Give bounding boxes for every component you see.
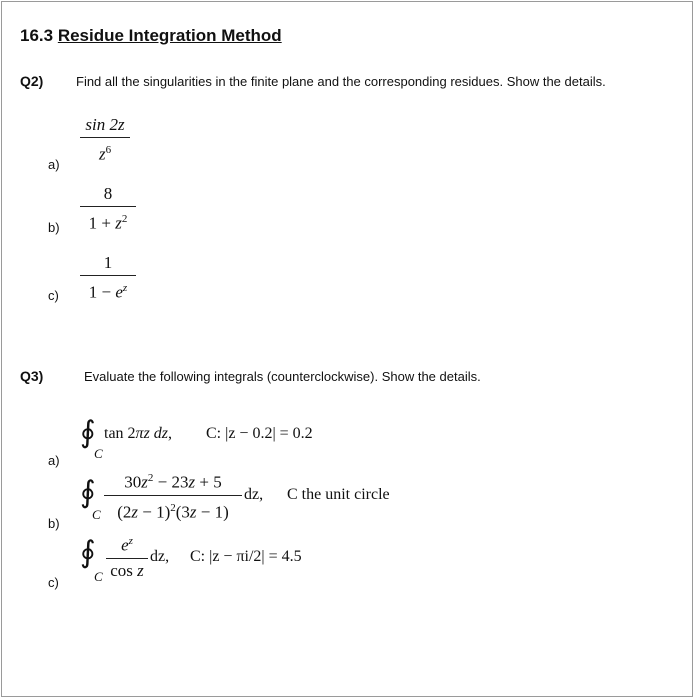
- q3b-tail: dz,: [244, 486, 264, 503]
- q2b-fraction: [80, 183, 136, 235]
- q3b-denominator: $(2z - 1)^2(3z - 1)$: [117, 501, 229, 522]
- q3c-tail: dz,: [150, 548, 170, 565]
- q2a-fraction: [80, 114, 130, 166]
- q3c-contour: C: |z − πi/2| = 4.5: [190, 548, 302, 565]
- q2-instruction: Find all the singularities in the finite plane and the corresponding residues. Show the details.: [76, 74, 606, 89]
- q3c-fraction: [106, 530, 148, 582]
- q3b-contour: C the unit circle: [287, 486, 390, 503]
- q3b-fraction: [104, 467, 242, 523]
- q3b-contour-symbol: C: [92, 507, 101, 522]
- q3c-contour-symbol: C: [94, 569, 103, 584]
- section-title: [20, 26, 282, 46]
- q2-label: Q2): [20, 73, 44, 89]
- q3a-label: a): [48, 453, 60, 468]
- q2c-fraction: [80, 252, 136, 304]
- q2c-numerator: 1: [103, 253, 113, 272]
- q2c-label: c): [48, 288, 59, 303]
- q3c-denominator: cos z: [110, 560, 144, 580]
- section-name: Residue Integration Method: [57, 26, 282, 45]
- q3c-label: c): [48, 575, 59, 590]
- contour-integral-icon: ∮: [80, 535, 96, 570]
- page-frame: [1, 1, 693, 697]
- q2a-numerator: sin 2z: [85, 115, 125, 134]
- q2c-denominator: $1 - e^z$: [88, 282, 128, 302]
- q3a-contour-symbol: C: [94, 446, 103, 461]
- q3a-contour: C: |z − 0.2| = 0.2: [206, 425, 313, 442]
- contour-integral-icon: ∮: [80, 415, 96, 450]
- q2b-label: b): [48, 220, 60, 235]
- q2a-denominator: $z^6$: [98, 144, 112, 164]
- q3c-numerator: $e^z$: [121, 535, 133, 555]
- section-number: 16.3: [20, 26, 54, 45]
- contour-integral-icon: ∮: [80, 475, 96, 510]
- q3-label: Q3): [20, 368, 44, 384]
- q2a-label: a): [48, 157, 60, 172]
- q3b-label: b): [48, 516, 60, 531]
- q3-instruction: Evaluate the following integrals (counterclockwise). Show the details.: [84, 369, 481, 384]
- q3b-numerator: $30z^2 - 23z + 5$: [124, 472, 222, 492]
- q2b-numerator: 8: [103, 184, 113, 203]
- q3a-integrand: tan 2πz dz,: [104, 425, 173, 442]
- q2b-denominator: $1 + z^2$: [88, 213, 128, 233]
